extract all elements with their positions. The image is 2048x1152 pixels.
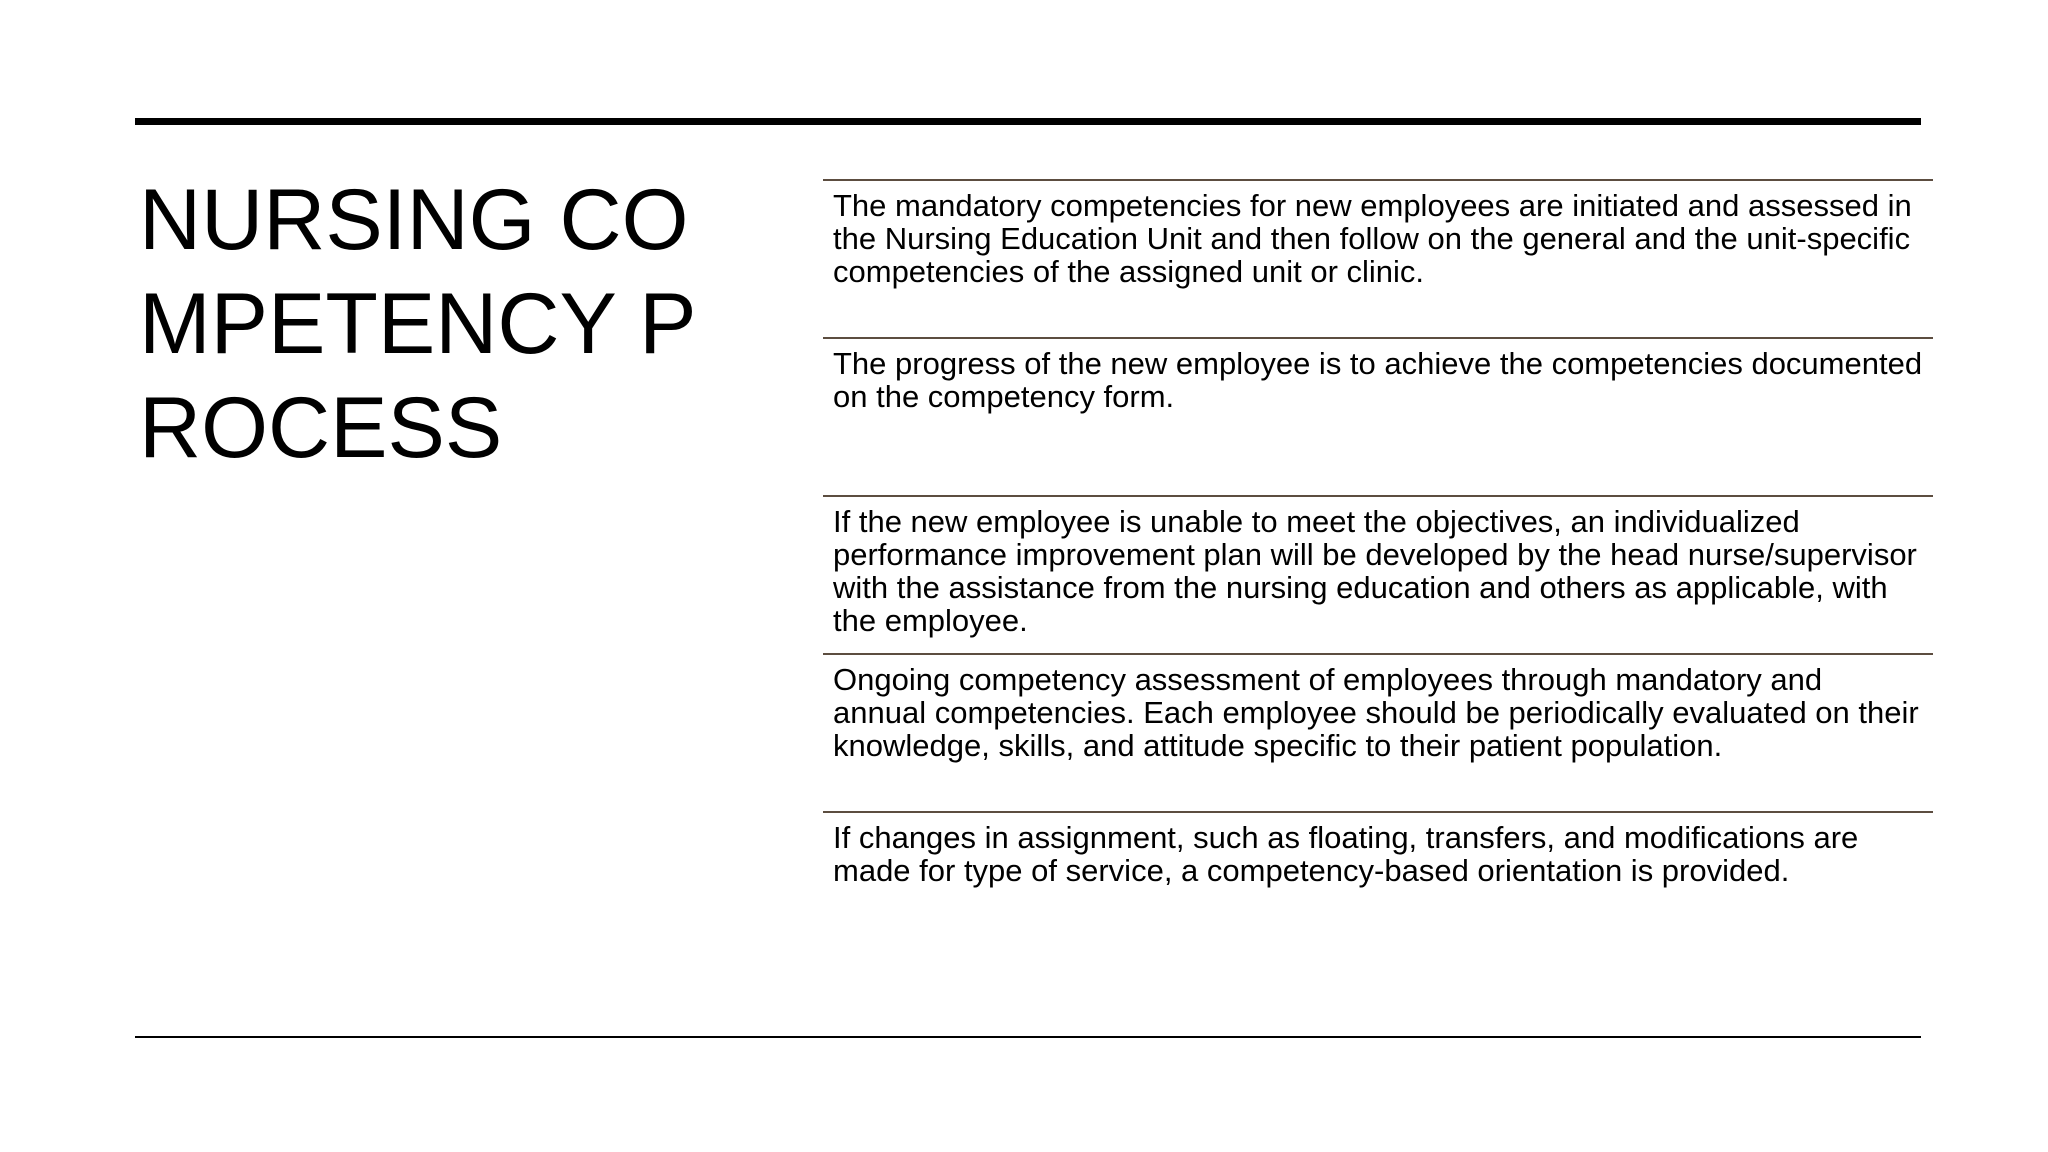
bottom-divider [135,1036,1921,1038]
list-item-text: Ongoing competency assessment of employees through mandatory and annual competencies. Each employee should be periodically evaluated on their knowledge, skills, and attitude specific to their patient population. [833,662,1919,763]
list-item-text: If changes in assignment, such as floating, transfers, and modifications are made for type of service, a competency-based orientation is provided. [833,820,1859,888]
list-item [823,653,1933,811]
list-item [823,179,1933,337]
list-item-text: If the new employee is unable to meet the objectives, an individualized performance improvement plan will be developed by the head nurse/supervisor with the assistance from the nursing education and others as applicable, with the employee. [833,504,1917,638]
content-list [823,179,1933,969]
list-item-text: The progress of the new employee is to achieve the competencies documented on the competency form. [833,346,1923,414]
top-divider [135,118,1921,125]
slide-title: NURSING COMPETENCY PROCESS [139,172,697,476]
list-item-text: The mandatory competencies for new employees are initiated and assessed in the Nursing Education Unit and then follow on the general and the unit-specific competencies of the assigned unit or clinic. [833,188,1912,289]
list-item [823,811,1933,969]
list-item [823,495,1933,653]
list-item [823,337,1933,495]
